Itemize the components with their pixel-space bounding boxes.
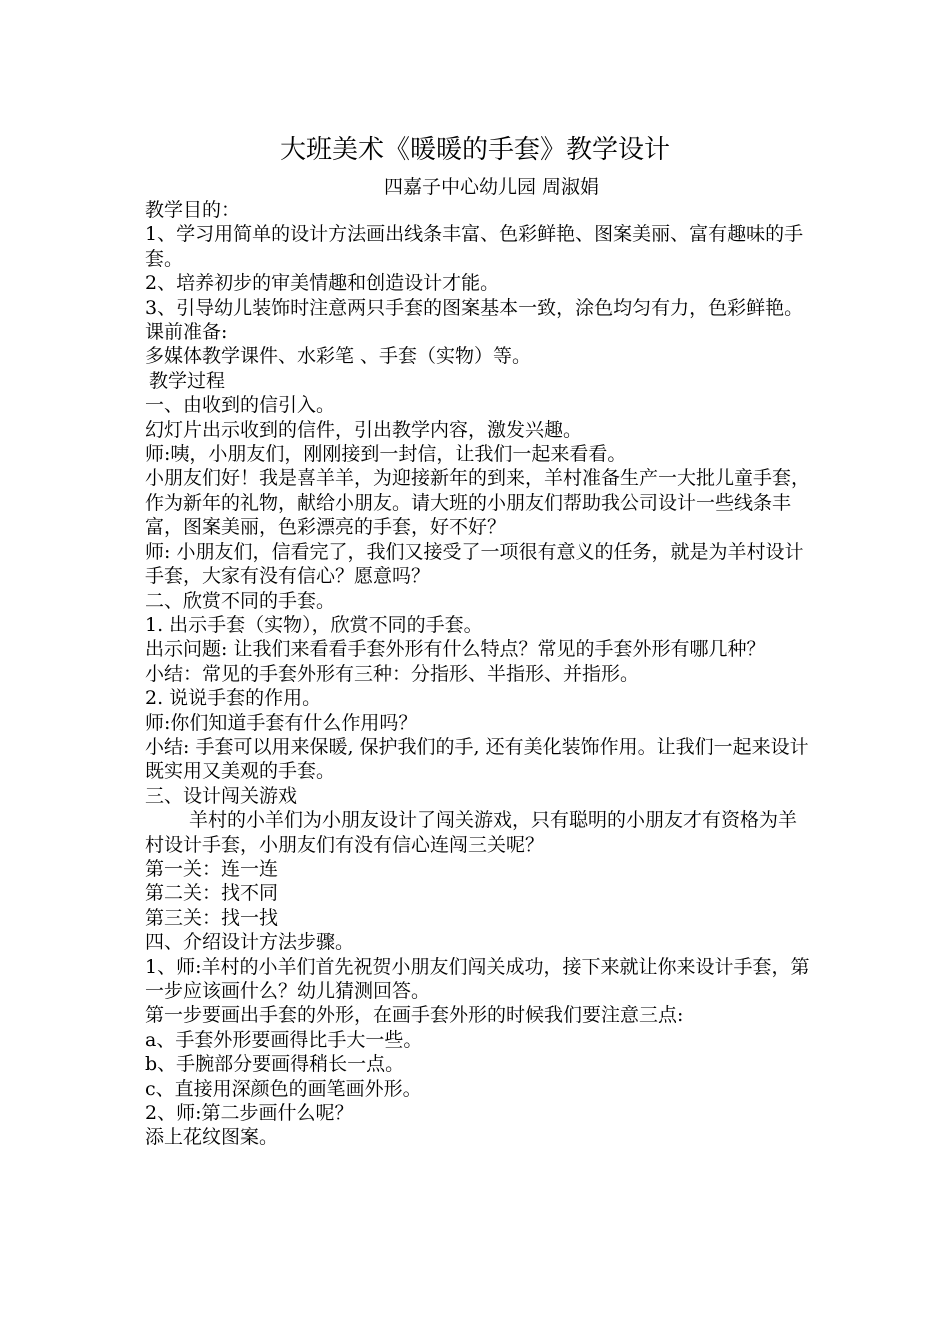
paragraph: 2、培养初步的审美情趣和创造设计才能。	[145, 272, 500, 295]
paragraph: 三、设计闯关游戏	[145, 784, 298, 807]
paragraph: 1. 出示手套（实物），欣赏不同的手套。	[145, 613, 483, 636]
document-author: 四嘉子中心幼儿园 周淑娟	[384, 176, 600, 198]
paragraph: 师:咦，小朋友们，刚刚接到一封信，让我们一起来看看。	[145, 443, 627, 466]
paragraph: a、手套外形要画得比手大一些。	[145, 1028, 423, 1051]
paragraph: 出示问题: 让我们来看看手套外形有什么特点？常见的手套外形有哪几种？	[145, 638, 766, 661]
paragraph: 多媒体教学课件、水彩笔 、手套（实物）等。	[145, 345, 532, 368]
paragraph: 幻灯片出示收到的信件，引出教学内容，激发兴趣。	[145, 418, 583, 441]
paragraph: 添上花纹图案。	[145, 1126, 279, 1149]
paragraph: 四、介绍设计方法步骤。	[145, 931, 355, 954]
paragraph: 3、引导幼儿装饰时注意两只手套的图案基本一致，涂色均匀有力，色彩鲜艳。	[145, 296, 804, 319]
document-body	[145, 198, 813, 1150]
paragraph: 小结: 手套可以用来保暖, 保护我们的手, 还有美化装饰作用。让我们一起来设计既实用又美观的手套。	[145, 735, 809, 783]
paragraph: 师:你们知道手套有什么作用吗？	[145, 711, 418, 734]
paragraph: 第三关：找一找	[145, 906, 279, 929]
paragraph: 1、学习用简单的设计方法画出线条丰富、色彩鲜艳、图案美丽、富有趣味的手套。	[145, 223, 804, 270]
paragraph: 羊村的小羊们为小朋友设计了闯关游戏，只有聪明的小朋友才有资格为羊村设计手套，小朋友们有没有信心连闯三关呢？	[145, 809, 798, 856]
paragraph: 二、欣赏不同的手套。	[145, 589, 336, 612]
paragraph: 2、师:第二步画什么呢？	[145, 1102, 354, 1125]
paragraph: 课前准备:	[145, 321, 228, 344]
paragraph: 小结：常见的手套外形有三种：分指形、半指形、并指形。	[145, 662, 640, 685]
paragraph: 2. 说说手套的作用。	[145, 687, 322, 710]
paragraph: 一、由收到的信引入。	[145, 394, 336, 417]
paragraph: 第二关：找不同	[145, 882, 279, 905]
paragraph: c、直接用深颜色的画笔画外形。	[145, 1077, 422, 1100]
paragraph: 第一步要画出手套的外形，在画手套外形的时候我们要注意三点:	[145, 1004, 684, 1027]
paragraph: b、手腕部分要画得稍长一点。	[145, 1053, 405, 1076]
paragraph: 1、师:羊村的小羊们首先祝贺小朋友们闯关成功，接下来就让你来设计手套，第一步应该画什么？幼儿猜测回答。	[145, 955, 810, 1002]
paragraph: 教学过程	[149, 369, 226, 392]
paragraph: 第一关：连一连	[145, 857, 279, 880]
paragraph: 师: 小朋友们，信看完了，我们又接受了一项很有意义的任务，就是为羊村设计手套，大家有没有信心？愿意吗？	[145, 540, 804, 588]
document-title: 大班美术《暖暖的手套》教学设计	[279, 135, 670, 165]
paragraph: 小朋友们好！我是喜羊羊，为迎接新年的到来，羊村准备生产一大批儿童手套，作为新年的礼物，献给小朋友。请大班的小朋友们帮助我公司设计一些线条丰富，图案美丽，色彩漂亮的手套，好不好？	[145, 467, 811, 539]
paragraph: 教学目的：	[145, 199, 241, 221]
